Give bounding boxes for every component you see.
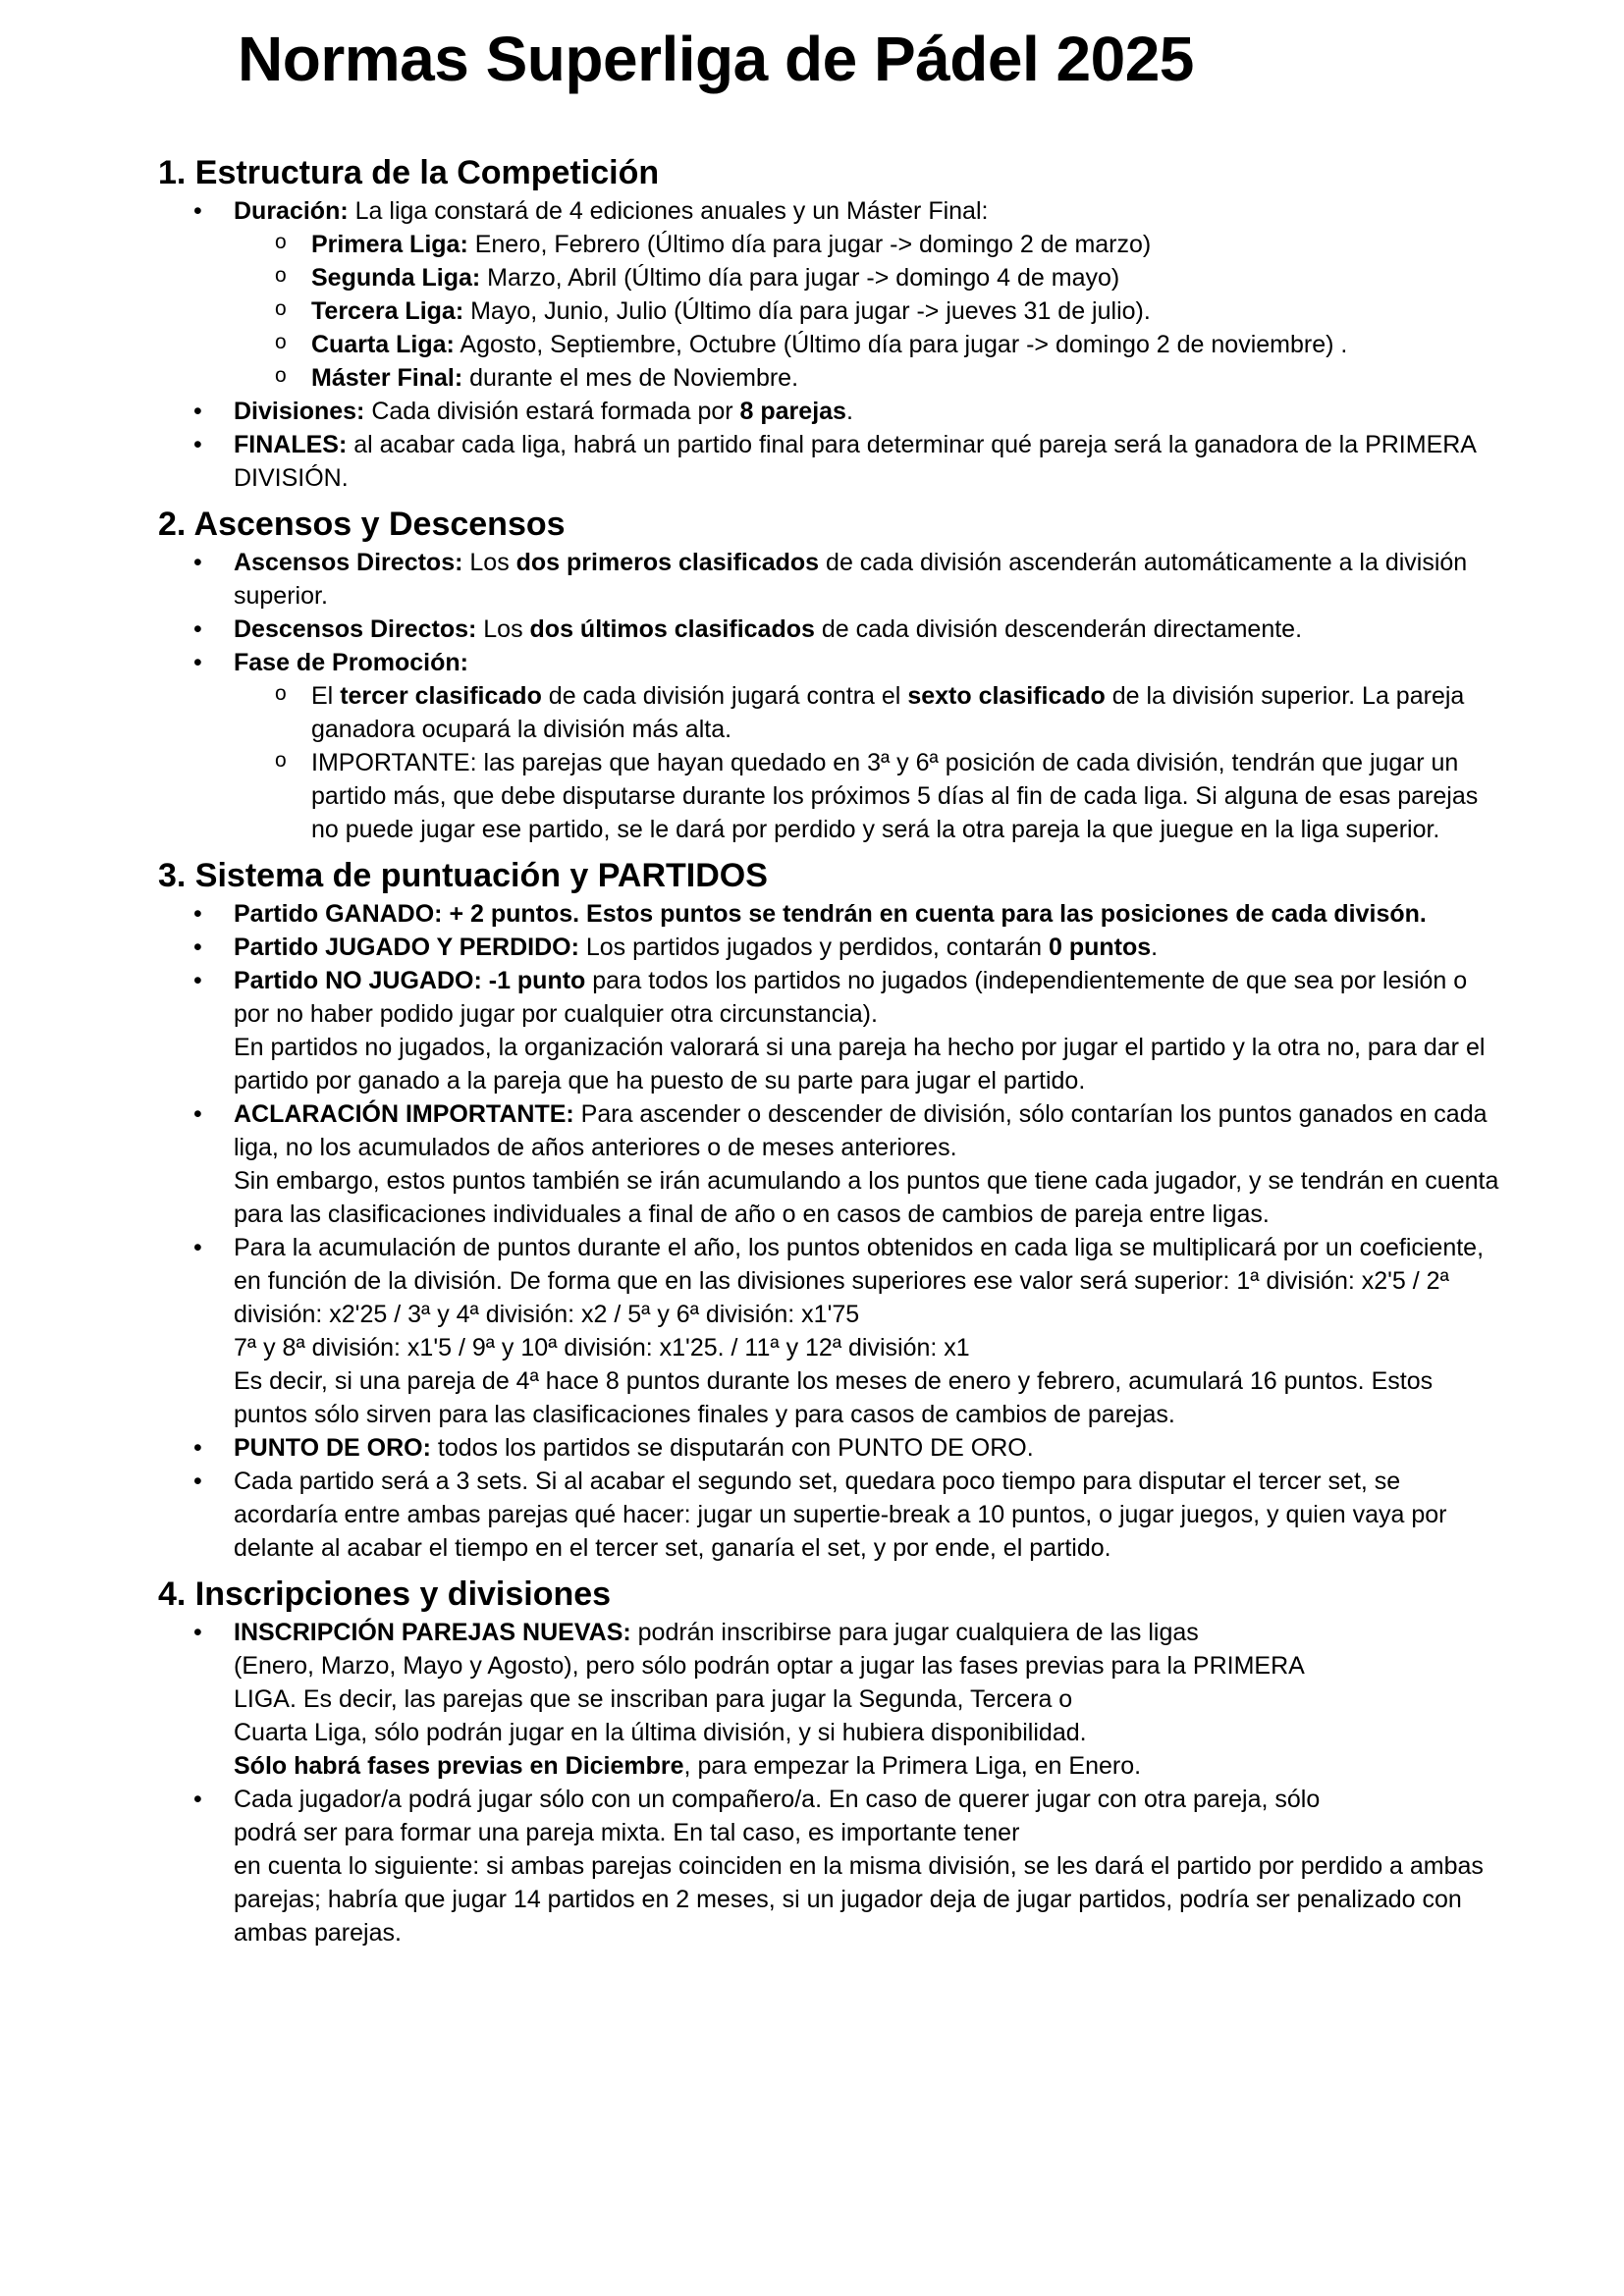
item-text: . <box>1151 934 1159 961</box>
item-text: todos los partidos se disputarán con PUNTO DE ORO. <box>430 1434 1034 1462</box>
list-item-partido-ganado <box>158 897 1503 931</box>
section-puntuacion <box>158 854 1503 1565</box>
sub-item-master-final <box>234 361 1503 395</box>
item-paragraph: Es decir, si una pareja de 4ª hace 8 puntos durante los meses de enero y febrero, acumulará 16 puntos. Estos puntos sólo sirven para las clasificaciones finales y para casos de cambios de parejas. <box>234 1367 1434 1428</box>
list-item-companero <box>158 1783 1503 1949</box>
item-text: de cada división jugará contra el <box>541 682 908 710</box>
item-bold: Sólo habrá fases previas en Diciembre <box>234 1752 684 1780</box>
item-text: Para ascender o descender de división, sólo contarían los puntos ganados en cada liga, no los acumulados de años anteriores o de meses anteriores. <box>234 1100 1488 1161</box>
list-item-sets <box>158 1465 1503 1565</box>
item-paragraph: 7ª y 8ª división: x1'5 / 9ª y 10ª división: x1'25. / 11ª y 12ª división: x1 <box>234 1334 970 1362</box>
list-item-finales <box>158 428 1503 495</box>
item-paragraph: Sin embargo, estos puntos también se irán acumulando a los puntos que tiene cada jugador, y se tendrán en cuenta para las clasificaciones individuales a final de año o en casos de cambios de pareja entre ligas. <box>234 1167 1499 1228</box>
item-line: (Enero, Marzo, Mayo y Agosto), pero sólo podrán optar a jugar las fases previas para la PRIMERA <box>234 1652 1305 1680</box>
sub-item-segunda-liga <box>234 261 1503 294</box>
item-label: Tercera Liga: <box>311 297 464 325</box>
sub-item-cuarta-liga <box>234 328 1503 361</box>
item-text: Los partidos jugados y perdidos, contarán <box>578 934 1049 961</box>
section-ascensos <box>158 503 1503 846</box>
item-label: Ascensos Directos: <box>234 549 463 576</box>
item-label: ACLARACIÓN IMPORTANTE: <box>234 1100 574 1128</box>
item-line: podrá ser para formar una pareja mixta. En tal caso, es importante tener <box>234 1819 1020 1846</box>
item-text: Cada partido será a 3 sets. Si al acabar el segundo set, quedara poco tiempo para disputar el tercer set, se acordaría entre ambas parejas qué hacer: jugar un supertie-break a 10 puntos, o jugar juegos, y quien vaya por delante al acabar el tiempo en el tercer set, ganaría el set, y por ende, el partido. <box>234 1468 1447 1562</box>
item-text: Cada división estará formada por <box>364 398 740 425</box>
item-label: Fase de Promoción: <box>234 649 468 676</box>
bullet-list <box>158 546 1503 846</box>
item-text: Agosto, Septiembre, Octubre (Último día para jugar -> domingo 2 de noviembre) . <box>454 331 1348 358</box>
sub-item-importante <box>234 746 1503 846</box>
sub-list <box>234 228 1503 395</box>
item-line: en cuenta lo siguiente: si ambas parejas coinciden en la misma división, se les dará el partido por perdido a ambas parejas; habría que jugar 14 partidos en 2 meses, si un jugador deja de jugar partidos, podría ser penalizado con ambas parejas. <box>234 1852 1484 1947</box>
list-item-punto-de-oro <box>158 1431 1503 1465</box>
item-label: Partido JUGADO Y PERDIDO: <box>234 934 579 961</box>
sub-item-primera-liga <box>234 228 1503 261</box>
item-bold: dos primeros clasificados <box>515 549 820 576</box>
item-line: Cuarta Liga, sólo podrán jugar en la última división, y si hubiera disponibilidad. <box>234 1719 1087 1746</box>
list-item-coeficientes <box>158 1231 1503 1431</box>
item-text: Mayo, Junio, Julio (Último día para jugar -> jueves 31 de julio). <box>463 297 1151 325</box>
sub-item-tercer-clasificado <box>234 679 1503 746</box>
item-bold: 0 puntos <box>1049 934 1152 961</box>
bullet-list <box>158 1616 1503 1949</box>
list-item-no-jugado <box>158 964 1503 1097</box>
item-label: Partido NO JUGADO: -1 punto <box>234 967 586 994</box>
item-text: de la división superior. La pareja ganadora ocupará la división más alta. <box>311 682 1465 743</box>
section-heading: 3. Sistema de puntuación y PARTIDOS <box>158 857 768 894</box>
item-paragraph: En partidos no jugados, la organización valorará si una pareja ha hecho por jugar el partido y la otra no, para dar el partido por ganado a la pareja que ha puesto de su parte para jugar el partido. <box>234 1034 1486 1095</box>
sub-list <box>234 679 1503 846</box>
item-text: durante el mes de Noviembre. <box>462 364 799 392</box>
bullet-list <box>158 897 1503 1565</box>
item-bold: sexto clasificado <box>907 682 1106 710</box>
item-bold: 8 parejas <box>739 398 846 425</box>
item-label: Divisiones: <box>234 398 365 425</box>
item-label: Máster Final: <box>311 364 463 392</box>
item-text: de cada división descenderán directamente. <box>814 615 1303 643</box>
item-text: Enero, Febrero (Último día para jugar -> domingo 2 de marzo) <box>467 231 1152 258</box>
item-text: para todos los partidos no jugados (independientemente de que sea por lesión o por no haber podido jugar por cualquier otra circunstancia). <box>234 967 1468 1028</box>
document-title: Normas Superliga de Pádel 2025 <box>238 24 1194 94</box>
item-label: Descensos Directos: <box>234 615 477 643</box>
list-item-ascensos-directos <box>158 546 1503 613</box>
list-item-divisiones <box>158 395 1503 428</box>
item-label: FINALES: <box>234 431 348 458</box>
list-item-duracion <box>158 194 1503 395</box>
item-text: Para la acumulación de puntos durante el año, los puntos obtenidos en cada liga se multiplicará por un coeficiente, en función de la división. De forma que en las divisiones superiores ese valor será superior: 1ª división: x2'5 / 2ª división: x2'25 / 3ª y 4ª división: x2 / 5ª y 6ª división: x1'75 <box>234 1234 1485 1328</box>
item-line: LIGA. Es decir, las parejas que se inscriban para jugar la Segunda, Tercera o <box>234 1685 1073 1713</box>
section-heading: 2. Ascensos y Descensos <box>158 506 566 543</box>
section-heading: 1. Estructura de la Competición <box>158 154 660 191</box>
section-estructura <box>158 151 1503 495</box>
bullet-list <box>158 194 1503 495</box>
section-inscripciones <box>158 1573 1503 1949</box>
item-bold: Partido GANADO: + 2 puntos. Estos puntos se tendrán en cuenta para las posiciones de cada divisón. <box>234 900 1427 928</box>
item-bold: dos últimos clasificados <box>529 615 815 643</box>
item-text: . <box>845 398 853 425</box>
item-text: Los <box>462 549 516 576</box>
item-label: Duración: <box>234 197 349 225</box>
item-label: PUNTO DE ORO: <box>234 1434 431 1462</box>
item-text: al acabar cada liga, habrá un partido final para determinar qué pareja será la ganadora de la PRIMERA DIVISIÓN. <box>234 431 1476 492</box>
item-text: El <box>311 682 341 710</box>
item-label: Primera Liga: <box>311 231 468 258</box>
section-heading: 4. Inscripciones y divisiones <box>158 1575 612 1613</box>
list-item-fase-promocion <box>158 646 1503 846</box>
list-item-inscripcion <box>158 1616 1503 1783</box>
sub-item-tercera-liga <box>234 294 1503 328</box>
document-body <box>158 151 1503 1957</box>
item-text: Los <box>476 615 530 643</box>
item-text: podrán inscribirse para jugar cualquiera de las ligas <box>630 1619 1199 1646</box>
item-line <box>234 1749 1503 1783</box>
list-item-descensos-directos <box>158 613 1503 646</box>
item-label: INSCRIPCIÓN PAREJAS NUEVAS: <box>234 1619 631 1646</box>
item-text: , para empezar la Primera Liga, en Enero. <box>683 1752 1142 1780</box>
item-text: La liga constará de 4 ediciones anuales y un Máster Final: <box>348 197 989 225</box>
item-text: de cada división ascenderán automáticamente a la división superior. <box>234 549 1468 610</box>
list-item-aclaracion <box>158 1097 1503 1231</box>
list-item-jugado-perdido <box>158 931 1503 964</box>
item-text: IMPORTANTE: las parejas que hayan quedado en 3ª y 6ª posición de cada división, tendrán que jugar un partido más, que debe disputarse durante los próximos 5 días al fin de cada liga. Si alguna de esas parejas no puede jugar ese partido, se le dará por perdido y será la otra pareja la que juegue en la liga superior. <box>311 749 1479 843</box>
item-text: Marzo, Abril (Último día para jugar -> domingo 4 de mayo) <box>480 264 1120 292</box>
item-label: Segunda Liga: <box>311 264 481 292</box>
item-bold: tercer clasificado <box>340 682 542 710</box>
item-line: • Cada jugador/a podrá jugar sólo con un compañero/a. En caso de querer jugar con otra pareja, sólo <box>234 1786 1321 1813</box>
item-label: Cuarta Liga: <box>311 331 455 358</box>
